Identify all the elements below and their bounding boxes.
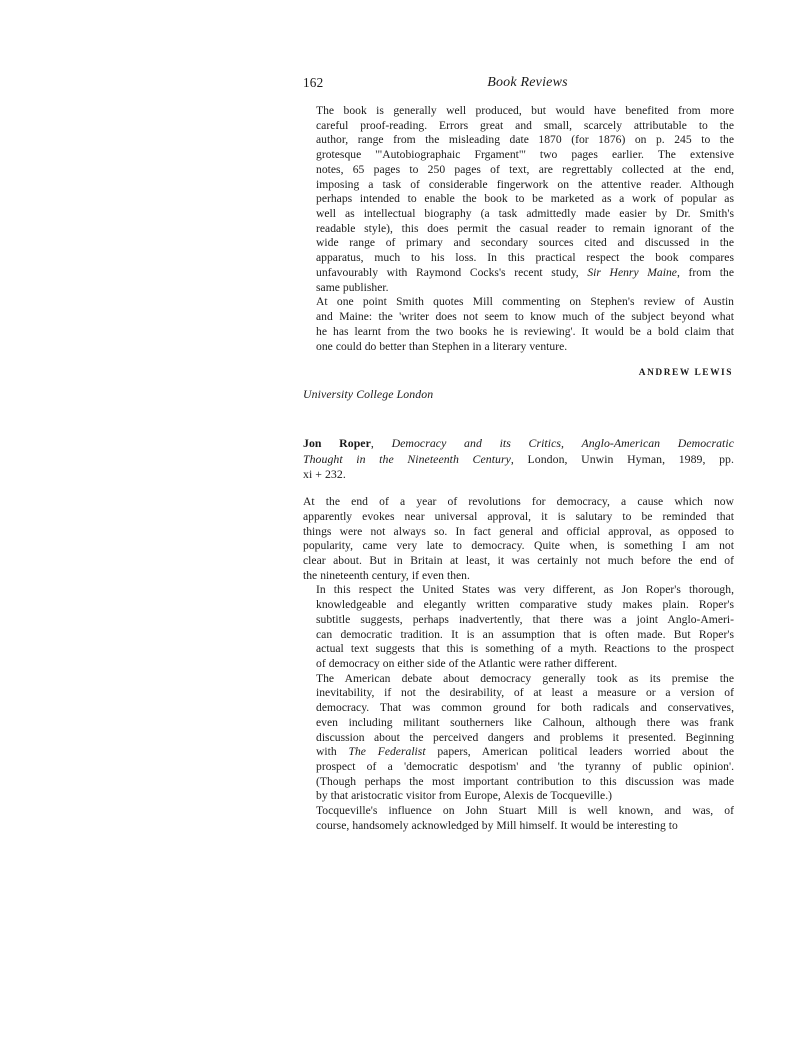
- text-line: one could do better than Stephen in a literary venture.: [316, 339, 568, 353]
- text-column: [303, 74, 734, 834]
- reviewer-signature: ANDREW LEWIS: [638, 368, 733, 379]
- citation-spacer: [303, 482, 734, 495]
- italic-text: Democracy and its Critics, Anglo-American Democratic: [391, 436, 734, 451]
- text-line: course, handsomely acknowledged by Mill himself. It would be interesting to: [316, 818, 678, 832]
- text-line: careful proof-reading. Errors great and small, scarcely attributable to the: [316, 118, 734, 132]
- text-line: prospect of a 'democratic despotism' and 'the tyranny of public opinion'.: [316, 760, 734, 774]
- text-line: with The Federalist papers, American political leaders worried about the: [316, 745, 734, 759]
- text-line: knowledgeable and elegantly written comparative study makes plain. Roper's: [316, 598, 734, 612]
- text-line: of democracy on either side of the Atlantic were rather different.: [316, 657, 618, 671]
- citation-line: Jon Roper, Democracy and its Critics, Anglo-American Democratic: [303, 436, 734, 451]
- text-line: imposing a task of considerable fingerwork on the attentive reader. Although: [316, 177, 734, 191]
- text-line: apparently evokes near universal approval, it is salutary to be reminded that: [303, 509, 734, 523]
- text-line: perhaps intended to enable the book to be marketed as a work of popular as: [316, 192, 734, 206]
- text-line: can democratic tradition. It is an assumption that is often made. But Roper's: [316, 627, 734, 641]
- text-line: even including militant southerners like Calhoun, although there was frank: [316, 715, 734, 729]
- review-two-body: [303, 495, 734, 834]
- text-line: At one point Smith quotes Mill commenting on Stephen's review of Austin: [316, 295, 734, 309]
- citation-line: Thought in the Nineteenth Century, London, Unwin Hyman, 1989, pp.: [303, 451, 734, 466]
- text-line: apparatus, much to his loss. In this practical respect the book compares: [316, 251, 734, 265]
- reviewer-affiliation: University College London: [303, 387, 434, 402]
- bold-text: Jon Roper: [303, 436, 371, 451]
- text-line: actual text suggests that this is something of a myth. Reactions to the prospect: [316, 642, 734, 656]
- running-head: [303, 74, 734, 100]
- text-line: the nineteenth century, if even then.: [303, 568, 470, 582]
- paragraph-production: [303, 104, 734, 295]
- text-line: author, range from the misleading date 1870 (for 1876) on p. 245 to the: [316, 133, 734, 147]
- text-line: The book is generally well produced, but would have benefited from more: [316, 104, 734, 117]
- citation-line: xi + 232.: [303, 466, 346, 481]
- review-one-body: [303, 104, 734, 354]
- paragraph-tocqueville: [303, 804, 734, 833]
- paragraph-mill-quote: [303, 295, 734, 354]
- text-line: and Maine: the 'writer does not seem to know much of the subject beyond what: [316, 310, 734, 324]
- italic-text: Thought in the Nineteenth Century: [303, 451, 511, 466]
- book-citation: [303, 436, 734, 482]
- text-line: wide range of primary and secondary sources cited and discussed in the: [316, 236, 734, 250]
- text-line: inevitability, if not the desirability, of at least a measure or a version of: [316, 686, 734, 700]
- text-line: unfavourably with Raymond Cocks's recent study, Sir Henry Maine, from the: [316, 265, 735, 279]
- text-line: Tocqueville's influence on John Stuart Mill is well known, and was, of: [316, 804, 734, 818]
- text-line: subtitle suggests, perhaps inadvertently, that there was a joint Anglo-Ameri-: [316, 612, 734, 626]
- text-line: readable style), this does permit the casual reader to remain ignorant of the: [316, 221, 734, 235]
- italic-text: Sir Henry Maine: [587, 265, 677, 279]
- page-number: 162: [303, 75, 324, 90]
- text-line: well as intellectual biography (a task admittedly made easier by Dr. Smith's: [316, 207, 734, 221]
- paragraph-united-states: [303, 583, 734, 671]
- text-line: same publisher.: [316, 280, 389, 294]
- text-line: notes, 65 pages to 250 pages of text, are regrettably collected at the end,: [316, 162, 734, 176]
- text-line: democracy. That was common ground for both radicals and conservatives,: [316, 701, 734, 715]
- text-line: At the end of a year of revolutions for democracy, a cause which now: [303, 495, 734, 509]
- running-head-title: Book Reviews: [487, 75, 568, 90]
- text-line: clear about. But in Britain at least, it was certainly not much before the end of: [303, 553, 734, 567]
- text-line: In this respect the United States was very different, as Jon Roper's thorough,: [316, 583, 734, 597]
- text-line: The American debate about democracy generally took as its premise the: [316, 671, 734, 685]
- paragraph-american-debate: [303, 672, 734, 804]
- text-line: discussion about the perceived dangers and problems it presented. Beginning: [316, 730, 734, 744]
- italic-text: The Federalist: [348, 745, 426, 759]
- text-line: he has learnt from the two books he is reviewing'. It would be a bold claim that: [316, 324, 734, 338]
- text-line: things were not always so. In fact general and official approval, as opposed to: [303, 524, 734, 538]
- paragraph-revolutions: [303, 495, 734, 583]
- text-line: popularity, came very late to democracy. Quite when, is something I am not: [303, 539, 734, 553]
- text-line: (Though perhaps the most important contribution to this discussion was made: [316, 774, 734, 788]
- text-line: grotesque '"Autobiographaic Frgament"' two pages earlier. The extensive: [316, 148, 734, 162]
- text-line: by that aristocratic visitor from Europe, Alexis de Tocqueville.): [316, 789, 612, 803]
